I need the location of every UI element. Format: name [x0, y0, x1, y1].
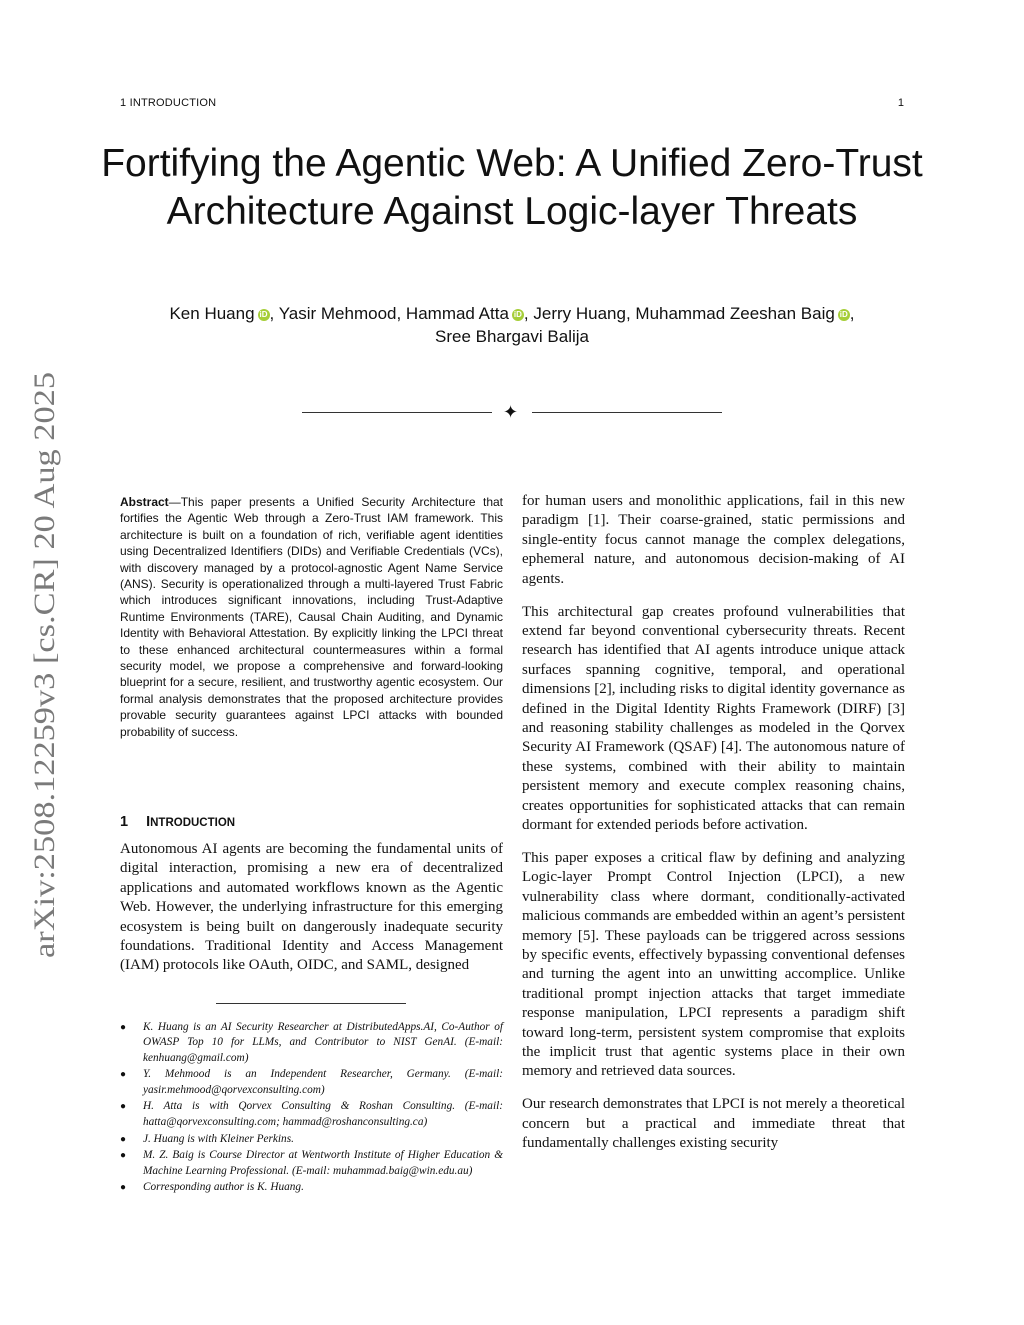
bullet-icon: ● [120, 1182, 127, 1194]
separator-line-left [302, 412, 492, 413]
footnote-text: Corresponding author is K. Huang. [143, 1181, 304, 1194]
footnote-text: Y. Mehmood is an Independent Researcher, Germany. (E-mail: yasir.mehmood@qorvexconsulting.com) [143, 1068, 503, 1096]
orcid-icon[interactable]: iD [513, 310, 522, 319]
footnote-item [120, 1148, 503, 1179]
bullet-icon: ● [120, 1069, 127, 1081]
footnote-item [120, 1132, 503, 1147]
footnote-item [120, 1099, 503, 1130]
author-name: , Jerry Huang, Muhammad Zeeshan Baig [523, 304, 835, 323]
separator-line-right [532, 412, 722, 413]
bullet-icon: ● [120, 1133, 127, 1145]
author-name: Ken Huang [169, 304, 255, 323]
arxiv-stamp [0, 0, 80, 1325]
footnote-item [120, 1180, 503, 1195]
footnote-item [120, 1067, 503, 1098]
arxiv-stamp-text: arXiv:2508.12259v3 [cs.CR] 20 Aug 2025 [28, 446, 61, 958]
right-column [522, 492, 905, 1167]
body-paragraph: This paper exposes a critical flaw by defining and analyzing Logic-layer Prompt Control Injection (LPCI), a new vulnerability class where dormant, conditionally-activated malicious commands are embedded within an agent’s persistent memory [5]. These payloads can be triggered across sessions by specific events, effectively bypassing conventional defenses and turning the agent into an unwitting accomplice. Unlike traditional prompt injection attacks that target immediate response manipulation, LPCI represents a paradigm shift toward long-term, persistent system compromise that exploits the implicit trust that agentic systems place in their own memory and retrieved data sources. [522, 849, 905, 1080]
author-name: Yasir Mehmood, Hammad Atta [278, 304, 509, 323]
page-number: 1 [897, 97, 904, 109]
abstract [120, 494, 503, 740]
bullet-icon: ● [120, 1101, 127, 1113]
body-paragraph: This architectural gap creates profound vulnerabilities that extend far beyond conventional cybersecurity threats. Recent research has identified that AI agents introduce unique attack surfaces spanning cognitive, temporal, and operational dimensions [2], including risks to digital identity governance as defined in the Digital Identity Rights Framework (DIRF) [3] and reasoning stability challenges as modeled in the Qorvex Security AI Framework (QSAF) [4]. The autonomous nature of these systems, combined with their ability to maintain persistent memory and execute complex reasoning chains, creates opportunities for sophisticated attacks that can remain dormant for extended periods before activation. [522, 603, 905, 833]
footnote-text: H. Atta is with Qorvex Consulting & Roshan Consulting. (E-mail: hatta@qorvexconsulting.com; hammad@roshanconsulting.ca) [143, 1100, 503, 1128]
section-heading [120, 814, 235, 830]
abstract-label: Abstract [120, 495, 169, 509]
author-name: Sree Bhargavi Balija [434, 327, 590, 346]
author-list: Ken Huang iD , Yasir Mehmood, Hammad Atta iD , Jerry Huang, Muhammad Zeeshan Baig iD , Sree Bhargavi Balija [169, 304, 855, 346]
footnote-text: M. Z. Baig is Course Director at Wentworth Institute of Higher Education & Machine Learning Professional. (E-mail: muhammad.baig@win.edu.au) [143, 1149, 503, 1177]
abstract-text: —This paper presents a Unified Security Architecture that fortifies the Agentic Web through a Zero-Trust IAM framework. This architecture is built on a foundation of rich, verifiable agent identities using Decentralized Identifiers (DIDs) and Verifiable Credentials (VCs), with discovery managed by a protocol-agnostic Agent Name Service (ANS). Security is operationalized through a multi-layered Trust Fabric which introduces significant innovations, including Trust-Adaptive Runtime Environments (TARE), Causal Chain Auditing, and Dynamic Identity with Behavioral Attestation. By explicitly linking the LPCI threat to these enhanced architectural countermeasures within a formal security model, we propose a comprehensive and forward-looking blueprint for a secure, resilient, and trustworthy agentic ecosystem. Our formal analysis demonstrates that the proposed architecture provides provable security guarantees against LPCI attacks with bounded probability of success. [120, 495, 503, 739]
orcid-icon[interactable]: iD [839, 310, 848, 319]
body-paragraph: for human users and monolithic applications, fail in this new paradigm [1]. Their coarse-grained, static permissions and single-entity focus cannot manage the complex delegations, ephemeral nature, and autonomous decision-making of AI agents. [522, 493, 905, 587]
intro-paragraph: Autonomous AI agents are becoming the fundamental units of digital interaction, promising a new era of decentralized applications and automated workflows known as the Agentic Web. However, the underlying infrastructure for this emerging ecosystem is being built on dangerously inadequate security foundations. Traditional Identity and Access Management (IAM) protocols like OAuth, OIDC, and SAML, designed [120, 841, 503, 974]
footnote-list [120, 1020, 503, 1197]
bullet-icon: ● [120, 1150, 127, 1162]
separator-ornament-icon: ✦ [503, 402, 519, 422]
section-number: 1 [120, 814, 129, 830]
orcid-icon[interactable]: iD [259, 310, 268, 319]
bullet-icon: ● [120, 1022, 127, 1033]
footnote-text: K. Huang is an AI Security Researcher at DistributedApps.AI, Co-Author of OWASP Top 10 for LLMs, and Contributor to NIST GenAI. (E-mail: kenhuang@gmail.com) [143, 1021, 503, 1064]
running-head: 1 INTRODUCTION [120, 97, 217, 109]
footnote-item [120, 1020, 503, 1066]
body-paragraph: Our research demonstrates that LPCI is not merely a theoretical concern but a practical and immediate threat that fundamentally challenges existing security [522, 1096, 905, 1152]
footnote-rule [216, 1003, 406, 1004]
footnote-text: J. Huang is with Kleiner Perkins. [143, 1132, 294, 1145]
section-title-rest: NTRODUCTION [150, 817, 236, 829]
section-title-initial: I [146, 814, 151, 830]
paper-title: Fortifying the Agentic Web: A Unified Zero-Trust Architecture Against Logic-layer Threats [101, 142, 923, 233]
